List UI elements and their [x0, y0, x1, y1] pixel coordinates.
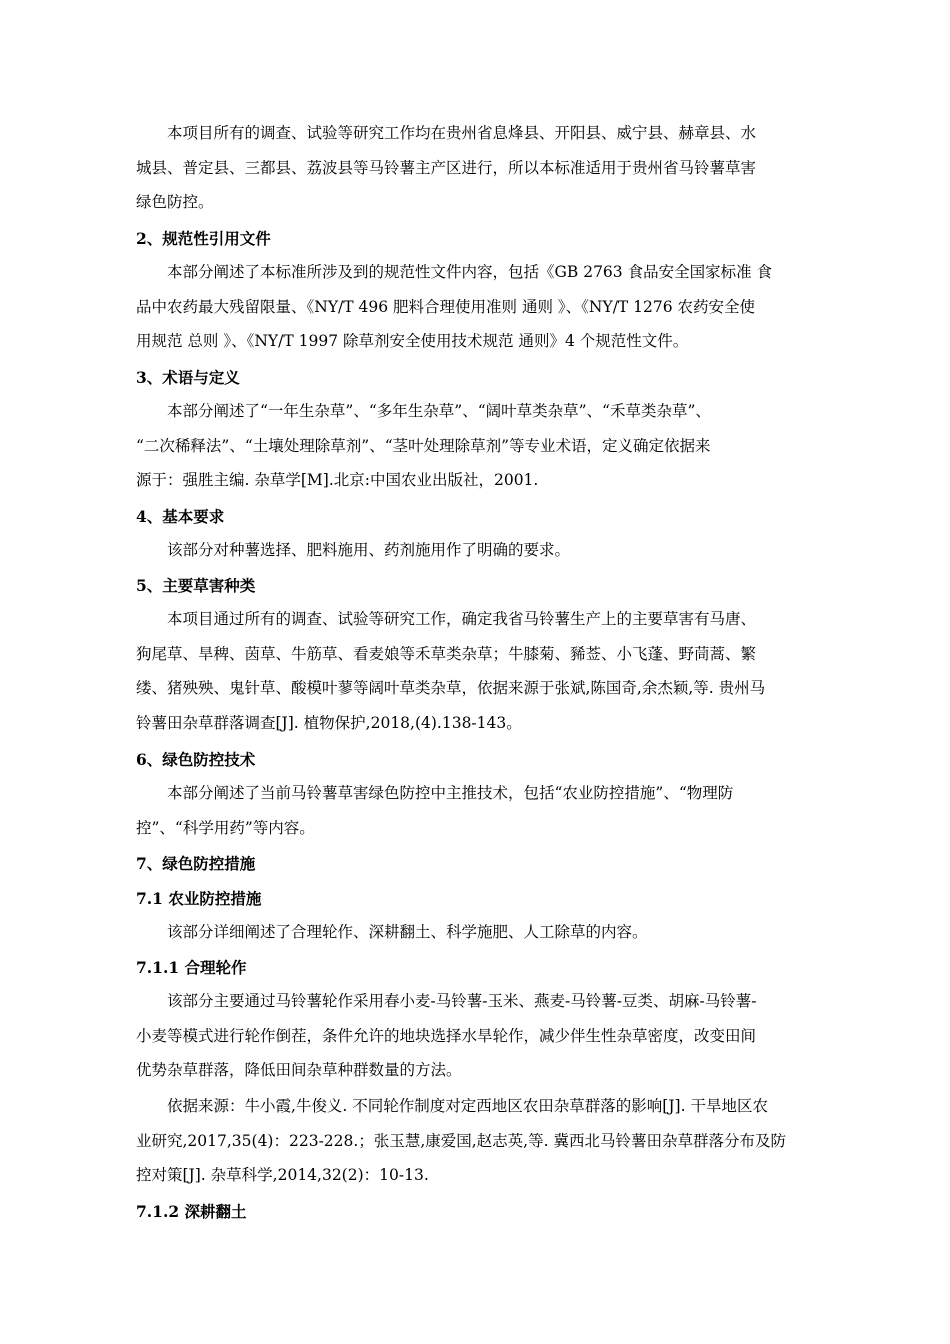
text-line: 小麦等模式进行轮作倒茬，条件允许的地块选择水旱轮作，减少伴生性杂草密度，改变田间	[136, 1026, 757, 1045]
text-line: 源于：强胜主编. 杂草学[M].北京:中国农业出版社，2001.	[136, 471, 539, 489]
text-line: 铃薯田杂草群落调查[J]. 植物保护,2018,(4).138-143。	[136, 713, 522, 732]
text-line: 城县、普定县、三都县、荔波县等马铃薯主产区进行，所以本标准适用于贵州省马铃薯草害	[136, 158, 757, 177]
text-line: 本项目所有的调查、试验等研究工作均在贵州省息烽县、开阳县、威宁县、赫章县、水	[167, 124, 757, 142]
text-line: 本部分阐述了当前马铃薯草害绿色防控中主推技术，包括“农业防控措施”、“物理防	[167, 784, 734, 802]
weed-species-paragraph	[136, 602, 816, 740]
text-line: 用规范 总则 》、《NY/T 1997 除草剂安全使用技术规范 通则》4 个规范性文件。	[136, 332, 689, 350]
section-heading-4: 4、基本要求	[136, 507, 225, 526]
intro-paragraph	[136, 116, 816, 220]
normative-references-paragraph	[136, 255, 816, 359]
text-line: 本项目通过所有的调查、试验等研究工作，确定我省马铃薯生产上的主要草害有马唐、	[167, 610, 757, 628]
text-line: 控对策[J]. 杂草科学,2014,32(2)：10-13.	[136, 1166, 429, 1184]
section-heading-6: 6、绿色防控技术	[136, 750, 256, 769]
text-line: 缕、猪殃殃、鬼针草、酸模叶蓼等阔叶草类杂草，依据来源于张斌,陈国奇,余杰颖,等. 贵州马	[136, 679, 766, 697]
text-line: “二次稀释法”、“土壤处理除草剂”、“茎叶处理除草剂”等专业术语，定义确定依据来	[136, 436, 711, 455]
section-heading-7-1-1: 7.1.1 合理轮作	[136, 958, 247, 977]
crop-rotation-paragraph	[136, 984, 816, 1088]
section-heading-7-1: 7.1 农业防控措施	[136, 889, 262, 908]
text-line: 优势杂草群落，降低田间杂草种群数量的方法。	[136, 1061, 462, 1079]
text-line: 品中农药最大残留限量、《NY/T 496 肥料合理使用准则 通则 》、《NY/T 1276 农药安全使	[136, 297, 756, 316]
text-line: 狗尾草、旱稗、茵草、牛筋草、看麦娘等禾草类杂草；牛膝菊、豨莶、小飞蓬、野茼蒿、繁	[136, 644, 757, 663]
text-line: 业研究,2017,35(4)：223-228.；张玉慧,康爱国,赵志英,等. 冀西北马铃薯田杂草群落分布及防	[136, 1131, 786, 1150]
section-heading-7: 7、绿色防控措施	[136, 854, 256, 873]
text-line: 本部分阐述了本标准所涉及到的规范性文件内容，包括《GB 2763 食品安全国家标准 食	[167, 263, 773, 281]
text-line: 控”、“科学用药”等内容。	[136, 818, 315, 837]
agricultural-measures-paragraph	[136, 915, 816, 950]
text-line: 依据来源：牛小霞,牛俊义. 不同轮作制度对定西地区农田杂草群落的影响[J]. 干旱地区农	[167, 1097, 768, 1115]
basic-requirements-paragraph	[136, 533, 816, 568]
terms-paragraph	[136, 394, 816, 498]
section-heading-3: 3、术语与定义	[136, 368, 240, 387]
text-line: 绿色防控。	[136, 193, 214, 211]
text-line: 该部分主要通过马铃薯轮作采用春小麦-马铃薯-玉米、燕麦-马铃薯-豆类、胡麻-马铃薯-	[167, 992, 757, 1010]
text-line: 本部分阐述了“一年生杂草”、“多年生杂草”、“阔叶草类杂草”、“禾草类杂草”、	[167, 402, 711, 420]
section-heading-5: 5、主要草害种类	[136, 576, 256, 595]
crop-rotation-sources-paragraph	[136, 1089, 816, 1193]
green-control-tech-paragraph	[136, 776, 816, 845]
section-heading-7-1-2: 7.1.2 深耕翻土	[136, 1202, 247, 1221]
text-line: 该部分详细阐述了合理轮作、深耕翻土、科学施肥、人工除草的内容。	[167, 923, 648, 941]
text-line: 该部分对种薯选择、肥料施用、药剂施用作了明确的要求。	[167, 541, 571, 559]
section-heading-2: 2、规范性引用文件	[136, 229, 271, 248]
